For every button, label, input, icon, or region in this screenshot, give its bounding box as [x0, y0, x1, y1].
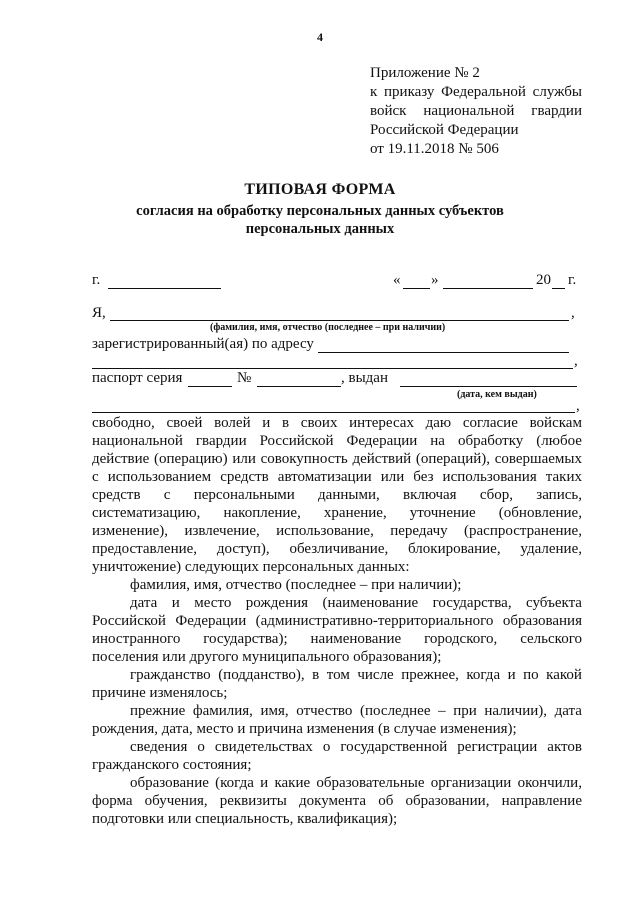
body-word: без	[413, 469, 434, 485]
body-word: в	[282, 415, 290, 431]
body-word: с	[92, 469, 99, 485]
body-line	[92, 738, 582, 756]
body-word: действий	[352, 451, 412, 467]
body-line	[92, 720, 582, 738]
body-word: при	[453, 703, 477, 719]
issued-field[interactable]	[400, 386, 577, 387]
body-word: какой	[546, 667, 582, 683]
body-word: интересах	[349, 415, 414, 431]
address-comma: ,	[574, 353, 578, 369]
body-word: предоставление,	[92, 541, 198, 557]
body-word: когда	[466, 667, 501, 683]
passport-series-field[interactable]	[188, 386, 232, 387]
body-word: образовании,	[405, 793, 490, 809]
year-suffix: г.	[568, 272, 577, 288]
body-word: своих	[300, 415, 338, 431]
issued-label: , выдан	[341, 370, 388, 386]
name-comma: ,	[571, 305, 575, 321]
body-line	[92, 486, 582, 504]
body-word: городского,	[424, 631, 498, 647]
body-line	[92, 522, 582, 540]
appendix-word: к	[370, 84, 378, 100]
day-blank[interactable]	[403, 288, 430, 289]
body-word: (административно-территориального	[255, 613, 494, 629]
body-word: свободно,	[92, 415, 155, 431]
body-line	[92, 540, 582, 558]
body-word: и	[260, 775, 269, 791]
body-line	[92, 504, 582, 522]
body-text-run: гражданского состояния;	[92, 757, 252, 773]
body-word: гвардии	[195, 433, 247, 449]
body-line	[92, 810, 582, 828]
body-word: использованием	[107, 469, 212, 485]
body-word: на	[430, 433, 445, 449]
body-word: сбор,	[479, 487, 514, 503]
body-line	[92, 702, 582, 720]
body-text-run: причине изменялось;	[92, 685, 228, 701]
body-word: в	[312, 667, 320, 683]
body-word: прежние	[130, 703, 186, 719]
appendix-block	[370, 64, 582, 159]
body-word: действие	[92, 451, 150, 467]
body-word: удаление,	[520, 541, 582, 557]
date-close-quote: »	[431, 272, 439, 288]
body-word: наименование	[310, 631, 402, 647]
body-word: сведения	[130, 739, 188, 755]
body-word: документа	[299, 793, 367, 809]
passport-number-field[interactable]	[257, 386, 341, 387]
body-word: дата	[554, 703, 582, 719]
body-word: сельского	[520, 631, 582, 647]
address-field[interactable]	[318, 352, 569, 353]
body-word: совокупность	[260, 451, 348, 467]
body-word: хранение,	[323, 505, 387, 521]
body-text-run: поселения или другого муниципального образования);	[92, 649, 442, 665]
appendix-line-2	[370, 83, 582, 102]
body-word: актов	[547, 739, 582, 755]
body-line	[92, 594, 582, 612]
body-word: персональными	[193, 487, 295, 503]
appendix-line-1: Приложение № 2	[370, 65, 480, 81]
appendix-word: Федеральной	[441, 84, 526, 100]
body-word: блокирование,	[408, 541, 501, 557]
body-text-run: подготовки или специальность, квалификация);	[92, 811, 398, 827]
body-line	[92, 612, 582, 630]
issued-caption: (дата, кем выдан)	[457, 389, 537, 400]
body-word: форма	[92, 793, 133, 809]
body-line	[92, 774, 582, 792]
form-subtitle-line-2: персональных данных	[245, 221, 395, 237]
consent-body-text	[92, 414, 582, 828]
body-word: согласие	[462, 415, 518, 431]
body-word: субъекта	[526, 595, 582, 611]
body-word: (операций),	[415, 451, 491, 467]
body-word: запись,	[536, 487, 582, 503]
body-word: включая	[402, 487, 457, 503]
body-word: уточнение	[409, 505, 476, 521]
body-word: наличии),	[484, 703, 548, 719]
passport-label: паспорт серия	[92, 370, 183, 386]
body-word: прежнее,	[401, 667, 459, 683]
body-word: обезличивание,	[289, 541, 389, 557]
body-word: окончили,	[517, 775, 582, 791]
issued-field-line-2[interactable]	[92, 412, 575, 413]
body-word: своей	[166, 415, 203, 431]
body-word: совершаемых	[494, 451, 582, 467]
appendix-word: приказу	[384, 84, 435, 100]
year-blank[interactable]	[552, 288, 565, 289]
body-word: государства);	[203, 631, 288, 647]
body-word: обработку	[457, 433, 524, 449]
body-word: волей	[214, 415, 251, 431]
body-word: (обновление,	[498, 505, 582, 521]
body-word: накопление,	[223, 505, 301, 521]
body-word: средств	[92, 487, 141, 503]
name-caption: (фамилия, имя, отчество (последнее – при наличии)	[210, 322, 446, 333]
appendix-word: службы	[532, 84, 582, 100]
appendix-word: войск	[370, 103, 407, 119]
body-word: Российской	[259, 433, 334, 449]
body-line	[92, 666, 582, 684]
body-word: войскам	[529, 415, 582, 431]
body-text-run: фамилия, имя, отчество (последнее – при наличии);	[130, 577, 462, 593]
city-label: г.	[92, 272, 101, 288]
body-word: гражданство	[130, 667, 211, 683]
body-line	[92, 648, 582, 666]
body-word: данными,	[318, 487, 380, 503]
body-text-run: рождения, дата, место и причина изменения (в случае изменения);	[92, 721, 517, 737]
body-word: государства,	[432, 595, 512, 611]
address-label: зарегистрированный(ая) по адресу	[92, 336, 314, 352]
body-word: систематизацию,	[92, 505, 201, 521]
body-word: направление	[501, 793, 582, 809]
body-word: с	[163, 487, 171, 503]
body-word: отчество	[296, 703, 353, 719]
body-word: доступ),	[216, 541, 270, 557]
body-line	[92, 558, 582, 576]
body-word: передачу	[390, 523, 448, 539]
body-word: регистрации	[457, 739, 538, 755]
body-word: государственной	[340, 739, 448, 755]
body-word: использование,	[276, 523, 374, 539]
body-line	[92, 468, 582, 486]
body-word: (любое	[536, 433, 582, 449]
body-word: иностранного	[92, 631, 181, 647]
address-field-line-2[interactable]	[92, 368, 573, 369]
appendix-word: гвардии	[531, 103, 582, 119]
body-word: извлечение,	[184, 523, 260, 539]
body-word: свидетельствах	[214, 739, 313, 755]
body-word: –	[438, 703, 446, 719]
body-line	[92, 576, 582, 594]
body-word: место	[194, 595, 232, 611]
body-word: образование	[130, 775, 209, 791]
city-blank[interactable]	[108, 288, 221, 289]
month-blank[interactable]	[443, 288, 533, 289]
body-word: Федерации	[346, 433, 418, 449]
body-word: имя,	[260, 703, 289, 719]
body-word: рождения	[245, 595, 309, 611]
body-word: (подданство),	[218, 667, 305, 683]
appendix-line-3	[370, 102, 582, 121]
body-line	[92, 450, 582, 468]
body-text-run: уничтожение) следующих персональных данных:	[92, 559, 410, 575]
passport-number-label: №	[237, 370, 252, 386]
body-word: том	[326, 667, 350, 683]
body-word: или	[232, 451, 256, 467]
body-line	[92, 630, 582, 648]
body-word: числе	[357, 667, 394, 683]
body-word: обучения,	[144, 793, 208, 809]
body-word: изменение),	[92, 523, 169, 539]
body-word: (когда	[215, 775, 254, 791]
body-word: и	[507, 667, 516, 683]
body-line	[92, 756, 582, 774]
appendix-line-5: от 19.11.2018 № 506	[370, 141, 499, 157]
body-word: реквизиты	[219, 793, 287, 809]
body-word: об	[378, 793, 394, 809]
body-word: даю	[425, 415, 452, 431]
body-word: о	[322, 739, 331, 755]
body-line	[92, 792, 582, 810]
body-line	[92, 432, 582, 450]
body-word: Федерации	[175, 613, 247, 629]
body-word: по	[523, 667, 539, 683]
body-word: какие	[274, 775, 311, 791]
year-prefix: 20	[536, 272, 551, 288]
body-word: и	[262, 415, 271, 431]
body-word: образования	[502, 613, 582, 629]
body-word: автоматизации	[277, 469, 372, 485]
appendix-line-4: Российской Федерации	[370, 122, 519, 138]
body-word: о	[197, 739, 205, 755]
form-subtitle-line-1: согласия на обработку персональных данных субъектов	[136, 203, 504, 219]
body-word: национальной	[92, 433, 183, 449]
body-word: средств	[220, 469, 269, 485]
body-word: дата	[130, 595, 158, 611]
body-word: образовательные	[316, 775, 425, 791]
body-word: или	[380, 469, 405, 485]
body-word: фамилия,	[192, 703, 253, 719]
body-word: организации	[430, 775, 512, 791]
body-word: (распространение,	[464, 523, 582, 539]
date-open-quote: «	[393, 272, 401, 288]
body-line	[92, 414, 582, 432]
body-word: (операцию)	[154, 451, 228, 467]
body-word: таких	[545, 469, 582, 485]
body-line	[92, 684, 582, 702]
body-word: использования	[442, 469, 537, 485]
appendix-word: национальной	[423, 103, 515, 119]
page-number: 4	[317, 30, 323, 44]
name-field[interactable]	[110, 320, 569, 321]
body-word: (последнее	[360, 703, 431, 719]
i-label: Я,	[92, 305, 106, 321]
body-word: (наименование	[322, 595, 419, 611]
body-word: Российской	[92, 613, 166, 629]
issued-comma: ,	[576, 398, 580, 414]
body-word: и	[171, 595, 180, 611]
form-title: ТИПОВАЯ ФОРМА	[244, 181, 396, 198]
